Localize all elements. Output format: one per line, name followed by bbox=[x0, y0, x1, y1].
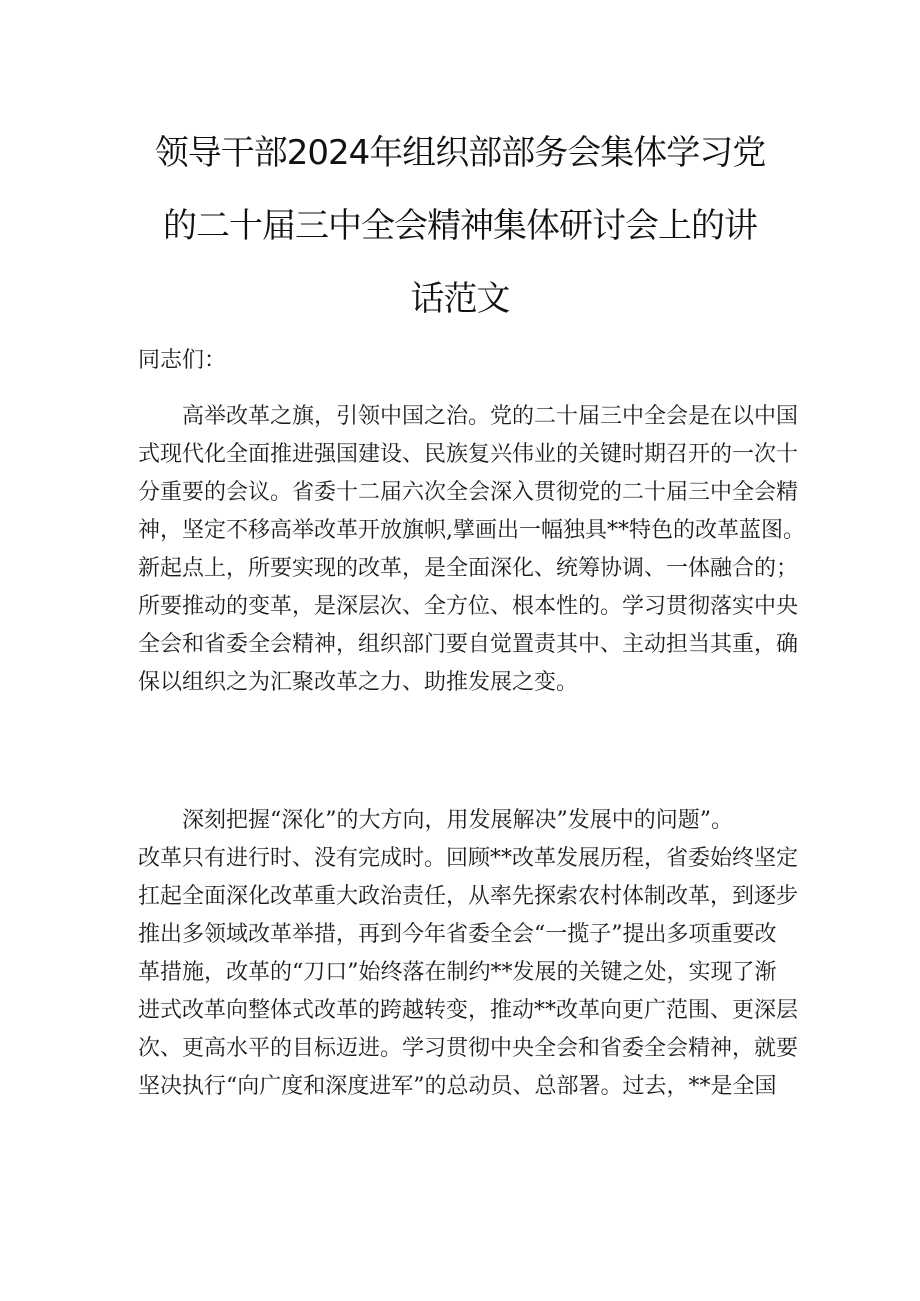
paragraph-line: 推出多领域改革举措，再到今年省委全会“一揽子”提出多项重要改 bbox=[138, 922, 777, 947]
paragraph-line: 坚决执行“向广度和深度进军”的总动员、总部署。过去，**是全国 bbox=[138, 1074, 777, 1099]
paragraph-line: 深刻把握“深化”的大方向，用发展解决”发展中的问题”。 bbox=[138, 808, 733, 833]
paragraph-line: 次、更高水平的目标迈进。学习贯彻中央全会和省委全会精神，就要 bbox=[138, 1036, 799, 1061]
body-paragraph bbox=[138, 802, 799, 1106]
paragraph-line: 分重要的会议。省委十二届六次全会深入贯彻党的二十届三中全会精 bbox=[138, 480, 799, 505]
paragraph-line: 保以组织之为汇聚改革之力、助推发展之变。 bbox=[138, 670, 579, 695]
title-line: 话范文 bbox=[410, 279, 510, 319]
salutation: 同志们： bbox=[138, 348, 227, 373]
paragraph-line: 全会和省委全会精神，组织部门要自觉置责其中、主动担当其重，确 bbox=[138, 632, 799, 657]
title-line: 的二十届三中全会精神集体研讨会上的讲 bbox=[163, 206, 757, 246]
body-paragraph bbox=[138, 398, 805, 702]
paragraph-line: 所要推动的变革，是深层次、全方位、根本性的。学习贯彻落实中央 bbox=[138, 594, 799, 619]
paragraph-line: 革措施，改革的“刀口”始终落在制约**发展的关键之处，实现了渐 bbox=[138, 960, 777, 985]
paragraph-line: 改革只有进行时、没有完成时。回顾**改革发展历程，省委始终坚定 bbox=[138, 846, 799, 871]
paragraph-line: 高举改革之旗，引领中国之治。党的二十届三中全会是在以中国 bbox=[138, 404, 799, 429]
paragraph-line: 式现代化全面推进强国建设、民族复兴伟业的关键时期召开的一次十 bbox=[138, 442, 799, 467]
paragraph-line: 神，坚定不移高举改革开放旗帜,擘画出一幅独具**特色的改革蓝图。 bbox=[138, 518, 805, 543]
document-title bbox=[130, 117, 790, 336]
paragraph-line: 扛起全面深化改革重大政治责任，从率先探索农村体制改革，到逐步 bbox=[138, 884, 799, 909]
paragraph-line: 进式改革向整体式改革的跨越转变，推动**改革向更广范围、更深层 bbox=[138, 998, 799, 1023]
paragraph-line: 新起点上，所要实现的改革，是全面深化、统筹协调、一体融合的； bbox=[138, 556, 799, 581]
title-line: 领导干部2024年组织部部务会集体学习党 bbox=[154, 133, 766, 173]
